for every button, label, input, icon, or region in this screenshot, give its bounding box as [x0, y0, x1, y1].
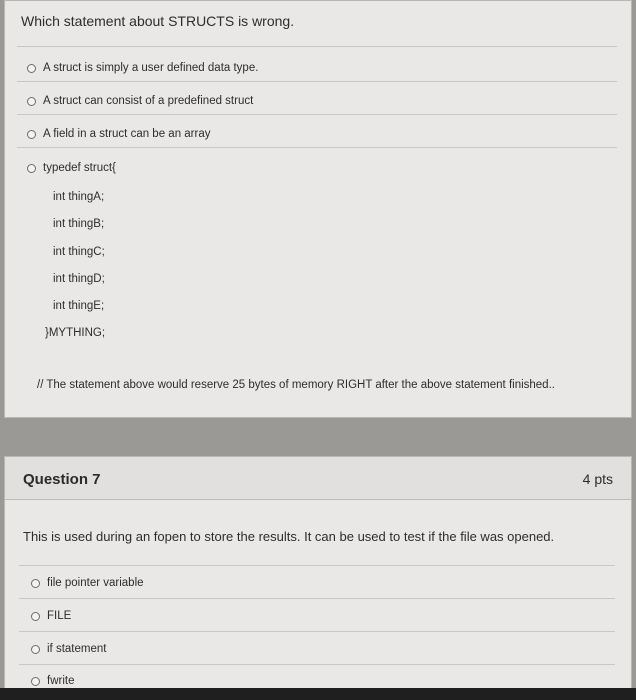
bottom-bar: [0, 688, 636, 700]
q6-option-2[interactable]: [27, 95, 253, 107]
code-line: int thingE;: [53, 300, 105, 312]
question-6-note: // The statement above would reserve 25 bytes of memory RIGHT after the above statement finished..: [37, 379, 555, 391]
radio-icon[interactable]: [27, 97, 36, 106]
q6-option-3[interactable]: [27, 128, 210, 140]
divider: [17, 81, 617, 82]
q6-option-2-label: A struct can consist of a predefined struct: [43, 95, 254, 107]
question-7-prompt: This is used during an fopen to store the results. It can be used to test if the file was opened.: [23, 529, 555, 544]
radio-icon[interactable]: [27, 164, 36, 173]
divider: [19, 664, 615, 665]
q6-option-4-label: typedef struct{: [43, 162, 116, 174]
radio-icon[interactable]: [27, 130, 36, 139]
question-7-header: [5, 457, 631, 500]
q7-option-1[interactable]: [31, 577, 144, 589]
q7-option-2-label: FILE: [47, 610, 72, 622]
question-6-card: [4, 0, 632, 418]
divider: [17, 147, 617, 148]
code-line: int thingD;: [53, 273, 105, 285]
code-line: int thingC;: [53, 246, 105, 258]
q7-option-3[interactable]: [31, 643, 106, 655]
question-6-prompt: Which statement about STRUCTS is wrong.: [21, 13, 295, 29]
code-line: int thingA;: [53, 191, 105, 203]
question-7-points: 4 pts: [582, 471, 613, 487]
radio-icon[interactable]: [27, 64, 36, 73]
q6-option-1-label: A struct is simply a user defined data type.: [43, 62, 259, 74]
divider: [19, 598, 615, 599]
q7-option-2[interactable]: [31, 610, 71, 622]
q6-option-1[interactable]: [27, 62, 258, 74]
radio-icon[interactable]: [31, 579, 40, 588]
divider: [19, 631, 615, 632]
divider: [17, 114, 617, 115]
q7-option-1-label: file pointer variable: [47, 577, 144, 589]
q6-option-3-label: A field in a struct can be an array: [43, 128, 211, 140]
divider: [19, 565, 615, 566]
radio-icon[interactable]: [31, 612, 40, 621]
q7-option-4-label: fwrite: [47, 675, 75, 687]
code-line: }MYTHING;: [45, 327, 106, 339]
q7-option-4[interactable]: [31, 675, 74, 687]
q6-option-4[interactable]: [27, 162, 116, 174]
radio-icon[interactable]: [31, 677, 40, 686]
code-line: int thingB;: [53, 218, 105, 230]
radio-icon[interactable]: [31, 645, 40, 654]
question-7-card: [4, 456, 632, 700]
question-7-label: Question 7: [23, 471, 101, 488]
q7-option-3-label: if statement: [47, 643, 107, 655]
divider: [17, 46, 617, 47]
